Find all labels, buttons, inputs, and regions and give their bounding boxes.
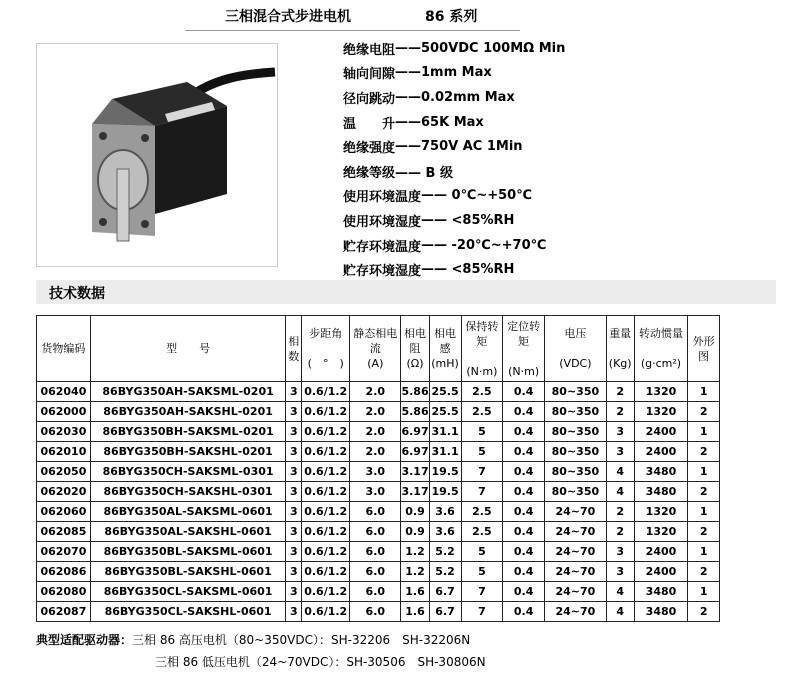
table-cell: 86BYG350BH-SAKSHL-0201 <box>90 442 286 462</box>
table-cell: 0.4 <box>503 482 545 502</box>
table-cell: 3 <box>286 422 302 442</box>
spec-table <box>36 315 720 622</box>
header-cell: 电压 (VDC) <box>545 316 607 382</box>
table-cell: 1.2 <box>401 542 429 562</box>
table-cell: 24~70 <box>545 602 607 622</box>
table-cell: 86BYG350BL-SAKSHL-0601 <box>90 562 286 582</box>
title-series: 86 系列 <box>425 9 478 25</box>
table-cell: 2.5 <box>461 502 503 522</box>
table-cell: 24~70 <box>545 582 607 602</box>
table-row <box>37 582 720 602</box>
table-cell: 1.6 <box>401 602 429 622</box>
table-cell: 24~70 <box>545 502 607 522</box>
table-cell: 3 <box>286 582 302 602</box>
table-cell: 3 <box>286 602 302 622</box>
spec-item: 贮存环境温度 —— -20℃~+70℃ <box>343 237 547 255</box>
table-cell: 1.6 <box>401 582 429 602</box>
table-cell: 1320 <box>634 522 688 542</box>
table-cell: 062070 <box>37 542 91 562</box>
table-cell: 80~350 <box>545 482 607 502</box>
table-row <box>37 562 720 582</box>
table-cell: 3 <box>286 442 302 462</box>
header-cell: 保持转矩 (N·m) <box>461 316 503 382</box>
table-cell: 1320 <box>634 382 688 402</box>
driver-note-line1: 典型适配驱动器：三相 86 高压电机（80~350VDC）：SH-32206 SH-32206N <box>36 633 471 647</box>
table-cell: 2.0 <box>350 442 401 462</box>
table-row <box>37 542 720 562</box>
table-cell: 0.9 <box>401 502 429 522</box>
table-cell: 1 <box>688 542 720 562</box>
page-title <box>185 0 520 31</box>
table-cell: 0.4 <box>503 602 545 622</box>
table-cell: 3 <box>286 502 302 522</box>
table-cell: 86BYG350BH-SAKSML-0201 <box>90 422 286 442</box>
table-cell: 3 <box>606 422 634 442</box>
table-row <box>37 422 720 442</box>
table-cell: 2.0 <box>350 422 401 442</box>
table-cell: 0.6/1.2 <box>302 602 350 622</box>
table-cell: 0.4 <box>503 542 545 562</box>
table-row <box>37 482 720 502</box>
table-cell: 6.97 <box>401 422 429 442</box>
header-cell: 外形图 <box>688 316 720 382</box>
table-cell: 1320 <box>634 502 688 522</box>
table-cell: 86BYG350CL-SAKSHL-0601 <box>90 602 286 622</box>
table-cell: 24~70 <box>545 562 607 582</box>
table-cell: 6.0 <box>350 582 401 602</box>
header-cell: 重量 (Kg) <box>606 316 634 382</box>
table-cell: 6.0 <box>350 542 401 562</box>
table-cell: 3480 <box>634 602 688 622</box>
spec-item: 贮存环境湿度 —— <85%RH <box>343 262 515 280</box>
table-cell: 86BYG350CH-SAKSML-0301 <box>90 462 286 482</box>
table-cell: 062086 <box>37 562 91 582</box>
table-cell: 2.5 <box>461 402 503 422</box>
table-cell: 0.4 <box>503 502 545 522</box>
table-row <box>37 522 720 542</box>
table-cell: 5 <box>461 562 503 582</box>
table-cell: 19.5 <box>429 482 461 502</box>
table-cell: 0.6/1.2 <box>302 482 350 502</box>
table-cell: 0.6/1.2 <box>302 442 350 462</box>
table-cell: 2 <box>688 562 720 582</box>
table-cell: 4 <box>606 602 634 622</box>
spec-item: 温 升 ——65K Max <box>343 114 484 132</box>
table-cell: 3.17 <box>401 482 429 502</box>
table-cell: 1.2 <box>401 562 429 582</box>
table-cell: 0.4 <box>503 442 545 462</box>
table-cell: 1 <box>688 462 720 482</box>
table-cell: 3 <box>286 462 302 482</box>
table-cell: 80~350 <box>545 462 607 482</box>
table-cell: 86BYG350AL-SAKSML-0601 <box>90 502 286 522</box>
table-cell: 3 <box>606 562 634 582</box>
table-cell: 5.2 <box>429 562 461 582</box>
spec-item: 轴向间隙 ——1mm Max <box>343 65 492 83</box>
table-cell: 2400 <box>634 442 688 462</box>
table-cell: 80~350 <box>545 402 607 422</box>
table-cell: 0.4 <box>503 562 545 582</box>
table-cell: 31.1 <box>429 422 461 442</box>
table-cell: 6.7 <box>429 602 461 622</box>
table-cell: 0.4 <box>503 402 545 422</box>
table-cell: 80~350 <box>545 442 607 462</box>
table-cell: 3.6 <box>429 502 461 522</box>
table-cell: 2.5 <box>461 382 503 402</box>
table-cell: 0.6/1.2 <box>302 582 350 602</box>
table-cell: 0.6/1.2 <box>302 542 350 562</box>
table-cell: 1320 <box>634 402 688 422</box>
table-cell: 5.86 <box>401 382 429 402</box>
table-cell: 3 <box>286 482 302 502</box>
table-cell: 062080 <box>37 582 91 602</box>
table-cell: 2 <box>606 502 634 522</box>
spec-list <box>343 36 763 282</box>
table-row <box>37 382 720 402</box>
spec-item: 径向跳动 ——0.02mm Max <box>343 89 515 107</box>
spec-item: 使用环境湿度 —— <85%RH <box>343 212 515 230</box>
header-cell: 货物编码 <box>37 316 91 382</box>
table-cell: 062000 <box>37 402 91 422</box>
table-cell: 2.0 <box>350 402 401 422</box>
table-row <box>37 462 720 482</box>
table-cell: 0.6/1.2 <box>302 402 350 422</box>
table-cell: 6.97 <box>401 442 429 462</box>
table-cell: 4 <box>606 462 634 482</box>
table-cell: 7 <box>461 462 503 482</box>
table-cell: 6.0 <box>350 602 401 622</box>
table-cell: 3 <box>286 542 302 562</box>
table-cell: 3480 <box>634 482 688 502</box>
table-cell: 1 <box>688 382 720 402</box>
table-cell: 3 <box>286 522 302 542</box>
table-cell: 6.7 <box>429 582 461 602</box>
table-cell: 2400 <box>634 562 688 582</box>
table-cell: 2400 <box>634 542 688 562</box>
table-cell: 3480 <box>634 462 688 482</box>
table-cell: 0.6/1.2 <box>302 382 350 402</box>
table-cell: 7 <box>461 602 503 622</box>
table-cell: 86BYG350CL-SAKSML-0601 <box>90 582 286 602</box>
table-cell: 3.0 <box>350 482 401 502</box>
header-cell: 定位转矩 (N·m) <box>503 316 545 382</box>
table-cell: 0.6/1.2 <box>302 502 350 522</box>
table-cell: 1 <box>688 422 720 442</box>
table-cell: 80~350 <box>545 422 607 442</box>
table-cell: 062085 <box>37 522 91 542</box>
table-row <box>37 602 720 622</box>
table-cell: 2 <box>688 442 720 462</box>
table-cell: 3.6 <box>429 522 461 542</box>
table-cell: 5 <box>461 442 503 462</box>
header-cell: 步距角 ( ° ) <box>302 316 350 382</box>
table-cell: 0.4 <box>503 582 545 602</box>
table-cell: 5.86 <box>401 402 429 422</box>
table-cell: 2 <box>606 382 634 402</box>
table-cell: 3 <box>286 382 302 402</box>
table-cell: 2 <box>606 522 634 542</box>
table-cell: 24~70 <box>545 542 607 562</box>
table-cell: 2 <box>688 602 720 622</box>
table-cell: 0.4 <box>503 382 545 402</box>
table-cell: 2.0 <box>350 382 401 402</box>
table-cell: 2400 <box>634 422 688 442</box>
table-cell: 062020 <box>37 482 91 502</box>
table-cell: 0.6/1.2 <box>302 422 350 442</box>
table-cell: 062030 <box>37 422 91 442</box>
table-row <box>37 502 720 522</box>
header-cell: 相数 <box>286 316 302 382</box>
table-cell: 2 <box>606 402 634 422</box>
table-cell: 0.6/1.2 <box>302 562 350 582</box>
table-row <box>37 442 720 462</box>
table-cell: 1 <box>688 502 720 522</box>
table-row <box>37 402 720 422</box>
table-cell: 31.1 <box>429 442 461 462</box>
table-cell: 3 <box>606 442 634 462</box>
table-cell: 2 <box>688 522 720 542</box>
table-cell: 3480 <box>634 582 688 602</box>
motor-photo <box>36 43 278 267</box>
table-cell: 86BYG350AL-SAKSHL-0601 <box>90 522 286 542</box>
table-cell: 0.4 <box>503 522 545 542</box>
section-title: 技术数据 <box>49 286 105 302</box>
table-cell: 0.9 <box>401 522 429 542</box>
table-cell: 2 <box>688 402 720 422</box>
table-cell: 86BYG350BL-SAKSML-0601 <box>90 542 286 562</box>
table-cell: 25.5 <box>429 402 461 422</box>
table-cell: 4 <box>606 582 634 602</box>
table-cell: 3.17 <box>401 462 429 482</box>
table-cell: 0.4 <box>503 462 545 482</box>
table-cell: 062060 <box>37 502 91 522</box>
driver-note-line2: 三相 86 低压电机（24~70VDC）：SH-30506 SH-30806N <box>155 655 486 669</box>
table-cell: 5.2 <box>429 542 461 562</box>
header-cell: 相电感 (mH) <box>429 316 461 382</box>
table-cell: 6.0 <box>350 502 401 522</box>
table-cell: 7 <box>461 582 503 602</box>
table-cell: 062040 <box>37 382 91 402</box>
table-cell: 19.5 <box>429 462 461 482</box>
section-header <box>36 280 776 304</box>
header-cell: 静态相电流 (A) <box>350 316 401 382</box>
table-cell: 6.0 <box>350 522 401 542</box>
table-cell: 062010 <box>37 442 91 462</box>
table-cell: 2.5 <box>461 522 503 542</box>
table-cell: 7 <box>461 482 503 502</box>
table-cell: 3 <box>606 542 634 562</box>
table-cell: 0.6/1.2 <box>302 522 350 542</box>
spec-item: 绝缘电阻 ——500VDC 100MΩ Min <box>343 40 566 58</box>
table-cell: 5 <box>461 422 503 442</box>
spec-item: 绝缘等级 —— B 级 <box>343 165 453 181</box>
header-cell: 相电阻 (Ω) <box>401 316 429 382</box>
table-cell: 3 <box>286 562 302 582</box>
stepper-motor-photo <box>37 44 277 266</box>
title-main: 三相混合式步进电机 <box>225 9 351 25</box>
table-cell: 3 <box>286 402 302 422</box>
table-cell: 0.6/1.2 <box>302 462 350 482</box>
table-header-row <box>37 316 720 382</box>
table-cell: 5 <box>461 542 503 562</box>
table-cell: 4 <box>606 482 634 502</box>
table-cell: 062050 <box>37 462 91 482</box>
table-cell: 25.5 <box>429 382 461 402</box>
table-cell: 062087 <box>37 602 91 622</box>
spec-item: 绝缘强度 ——750V AC 1Min <box>343 139 523 157</box>
spec-item: 使用环境温度 —— 0℃~+50℃ <box>343 188 532 206</box>
table-cell: 80~350 <box>545 382 607 402</box>
table-cell: 86BYG350CH-SAKSHL-0301 <box>90 482 286 502</box>
table-cell: 86BYG350AH-SAKSHL-0201 <box>90 402 286 422</box>
header-cell: 型 号 <box>90 316 286 382</box>
table-cell: 2 <box>688 482 720 502</box>
table-cell: 6.0 <box>350 562 401 582</box>
header-cell: 转动惯量 (g·cm²) <box>634 316 688 382</box>
table-cell: 3.0 <box>350 462 401 482</box>
table-cell: 24~70 <box>545 522 607 542</box>
table-cell: 1 <box>688 582 720 602</box>
table-cell: 0.4 <box>503 422 545 442</box>
table-cell: 86BYG350AH-SAKSML-0201 <box>90 382 286 402</box>
